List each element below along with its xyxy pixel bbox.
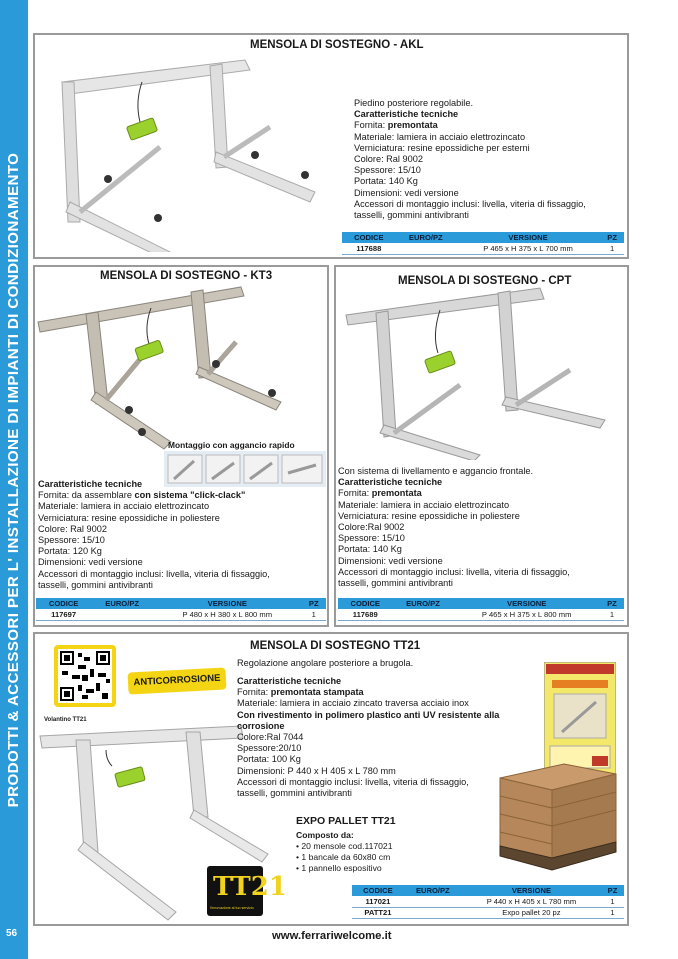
cpt-spec-line: Portata: 140 Kg <box>338 544 402 555</box>
akl-title: MENSOLA DI SOSTEGNO - AKL <box>250 39 424 51</box>
table-row: 117021 P 440 x H 405 x L 780 mm 1 <box>352 896 624 907</box>
kt3-bracket-photo <box>36 282 326 452</box>
akl-spec-line: Accessori di montaggio inclusi: livella, viteria di fissaggio, <box>354 198 586 209</box>
akl-spec-line: Verniciatura: resine epossidiche per esterni <box>354 142 530 153</box>
cpt-spec-line: Fornita: premontata <box>338 488 422 499</box>
expo-pallet-title: EXPO PALLET TT21 <box>296 815 396 827</box>
cpt-spec-line: Dimensioni: vedi versione <box>338 555 443 566</box>
kt3-code-table <box>36 598 326 621</box>
kt3-spec-line: tasselli, gommini antivibranti <box>38 579 153 590</box>
table-header: CODICE <box>338 598 393 609</box>
table-header: VERSIONE <box>456 232 600 243</box>
table-header: PZ <box>302 598 326 609</box>
kt3-spec-line: Verniciatura: resine epossidiche in poliestere <box>38 512 220 523</box>
tt21-spec-line: tasselli, gommini antivibranti <box>237 788 352 799</box>
kt3-specs-heading: Caratteristiche tecniche <box>38 479 143 489</box>
table-header: CODICE <box>36 598 91 609</box>
cpt-spec-line: Materiale: lamiera in acciaio elettrozincato <box>338 499 510 510</box>
table-header: EURO/PZ <box>393 598 454 609</box>
expo-pallet-photo <box>494 760 620 878</box>
cpt-intro: Con sistema di livellamento e aggancio frontale. <box>338 466 534 476</box>
cpt-spec-line: Colore:Ral 9002 <box>338 522 405 533</box>
table-header: EURO/PZ <box>91 598 153 609</box>
table-header: PZ <box>601 885 624 896</box>
cpt-spec-line: Verniciatura: resine epossidiche in poliestere <box>338 510 520 521</box>
table-header: EURO/PZ <box>396 232 456 243</box>
cpt-spec-line: Accessori di montaggio inclusi: livella, viteria di fissaggio, <box>338 566 570 577</box>
table-row: 117688 P 465 x H 375 x L 700 mm 1 <box>342 243 624 254</box>
kt3-specs <box>38 479 270 591</box>
side-band <box>0 0 28 959</box>
table-row: PATT21 Expo pallet 20 pz 1 <box>352 907 624 918</box>
table-header: VERSIONE <box>453 598 599 609</box>
cpt-bracket-photo <box>340 285 622 460</box>
tt21-specs <box>237 676 499 799</box>
tt21-materiale: Materiale: lamiera in acciaio zincato traversa acciaio inox <box>237 698 469 709</box>
akl-specs-heading: Caratteristiche tecniche <box>354 109 459 120</box>
akl-code-table <box>342 232 624 255</box>
kt3-title: MENSOLA DI SOSTEGNO - KT3 <box>100 270 273 282</box>
cpt-spec-line: tasselli, gommini antivibranti <box>338 578 453 589</box>
table-header: VERSIONE <box>153 598 301 609</box>
akl-spec-line: tasselli, gommini antivibranti <box>354 210 469 221</box>
table-row: 117697 P 480 x H 380 x L 800 mm 1 <box>36 609 326 620</box>
page-number: 56 <box>6 928 18 939</box>
cpt-specs <box>338 466 570 589</box>
expo-item: • 1 bancale da 60x80 cm <box>296 852 391 862</box>
kt3-montaggio-label: Montaggio con aggancio rapido <box>168 440 295 450</box>
kt3-spec-line: Materiale: lamiera in acciaio elettrozincato <box>38 501 210 512</box>
expo-poster-photo <box>544 662 616 774</box>
tt21-rivestimento: corrosione <box>237 720 285 731</box>
kt3-spec-line: Portata: 120 Kg <box>38 546 102 557</box>
qr-code-pattern <box>58 649 112 703</box>
kt3-spec-line: Fornita: da assemblare con sistema "click-clack" <box>38 490 246 501</box>
tt21-logo-text: TT21 <box>213 872 287 902</box>
akl-spec-line: Materiale: lamiera in acciaio elettrozincato <box>354 131 526 142</box>
tt21-code-table <box>352 885 624 919</box>
tt21-fornita: Fornita: premontata stampata <box>237 687 364 698</box>
table-header: PZ <box>600 232 624 243</box>
kt3-spec-line: Dimensioni: vedi versione <box>38 557 143 568</box>
cpt-title: MENSOLA DI SOSTEGNO - CPT <box>398 275 572 287</box>
akl-intro: Piedino posteriore regolabile. <box>354 98 474 108</box>
table-header: PZ <box>600 598 624 609</box>
tt21-spec-line: Dimensioni: P 440 x H 405 x L 780 mm <box>237 765 396 776</box>
expo-heading: Composto da: <box>296 830 354 840</box>
section-title: PRODOTTI & ACCESSORI PER L' INSTALLAZIONE DI IMPIANTI DI CONDIZIONAMENTO <box>5 152 22 808</box>
akl-spec-line: Dimensioni: vedi versione <box>354 187 459 198</box>
expo-item: • 20 mensole cod.117021 <box>296 841 393 851</box>
tt21-spec-line: Spessore:20/10 <box>237 743 302 754</box>
tt21-title: MENSOLA DI SOSTEGNO TT21 <box>250 640 421 652</box>
tt21-logo <box>207 866 287 916</box>
table-header: EURO/PZ <box>404 885 462 896</box>
cpt-spec-line: Spessore: 15/10 <box>338 533 405 544</box>
tt21-spec-line: Portata: 100 Kg <box>237 754 301 765</box>
expo-item: • 1 pannello espositivo <box>296 863 382 873</box>
akl-spec-line: Colore: Ral 9002 <box>354 154 423 165</box>
cpt-code-table <box>338 598 624 621</box>
kt3-spec-line: Colore: Ral 9002 <box>38 523 107 534</box>
table-header: CODICE <box>342 232 396 243</box>
kt3-spec-line: Accessori di montaggio inclusi: livella, viteria di fissaggio, <box>38 568 270 579</box>
akl-spec-line: Portata: 140 Kg <box>354 176 418 187</box>
tt21-specs-heading: Caratteristiche tecniche <box>237 676 342 686</box>
akl-spec-line: Spessore: 15/10 <box>354 165 421 176</box>
tt21-spec-line: Colore:Ral 7044 <box>237 732 304 743</box>
tt21-spec-line: Accessori di montaggio inclusi: livella, viteria di fissaggio, <box>237 776 469 787</box>
kt3-spec-line: Spessore: 15/10 <box>38 535 105 546</box>
table-header: VERSIONE <box>462 885 601 896</box>
akl-spec-line: Fornita: premontata <box>354 120 438 131</box>
tt21-logo-tagline: l'innovazione al tuo servizio <box>210 906 254 910</box>
website-link[interactable]: www.ferrariwelcome.it <box>272 930 392 942</box>
akl-specs <box>354 98 586 221</box>
anticorrosione-badge: ANTICORROSIONE <box>127 667 226 694</box>
expo-pallet-contents <box>296 830 393 874</box>
table-row: 117689 P 465 x H 375 x L 800 mm 1 <box>338 609 624 620</box>
tt21-intro: Regolazione angolare posteriore a brugola. <box>237 658 414 668</box>
akl-bracket-photo <box>40 52 340 252</box>
tt21-rivestimento: Con rivestimento in polimero plastico anti UV resistente alla <box>237 709 500 720</box>
table-header: CODICE <box>352 885 404 896</box>
cpt-specs-heading: Caratteristiche tecniche <box>338 477 443 488</box>
qr-code <box>54 645 116 707</box>
volantino-label: Volantino TT21 <box>44 717 87 723</box>
